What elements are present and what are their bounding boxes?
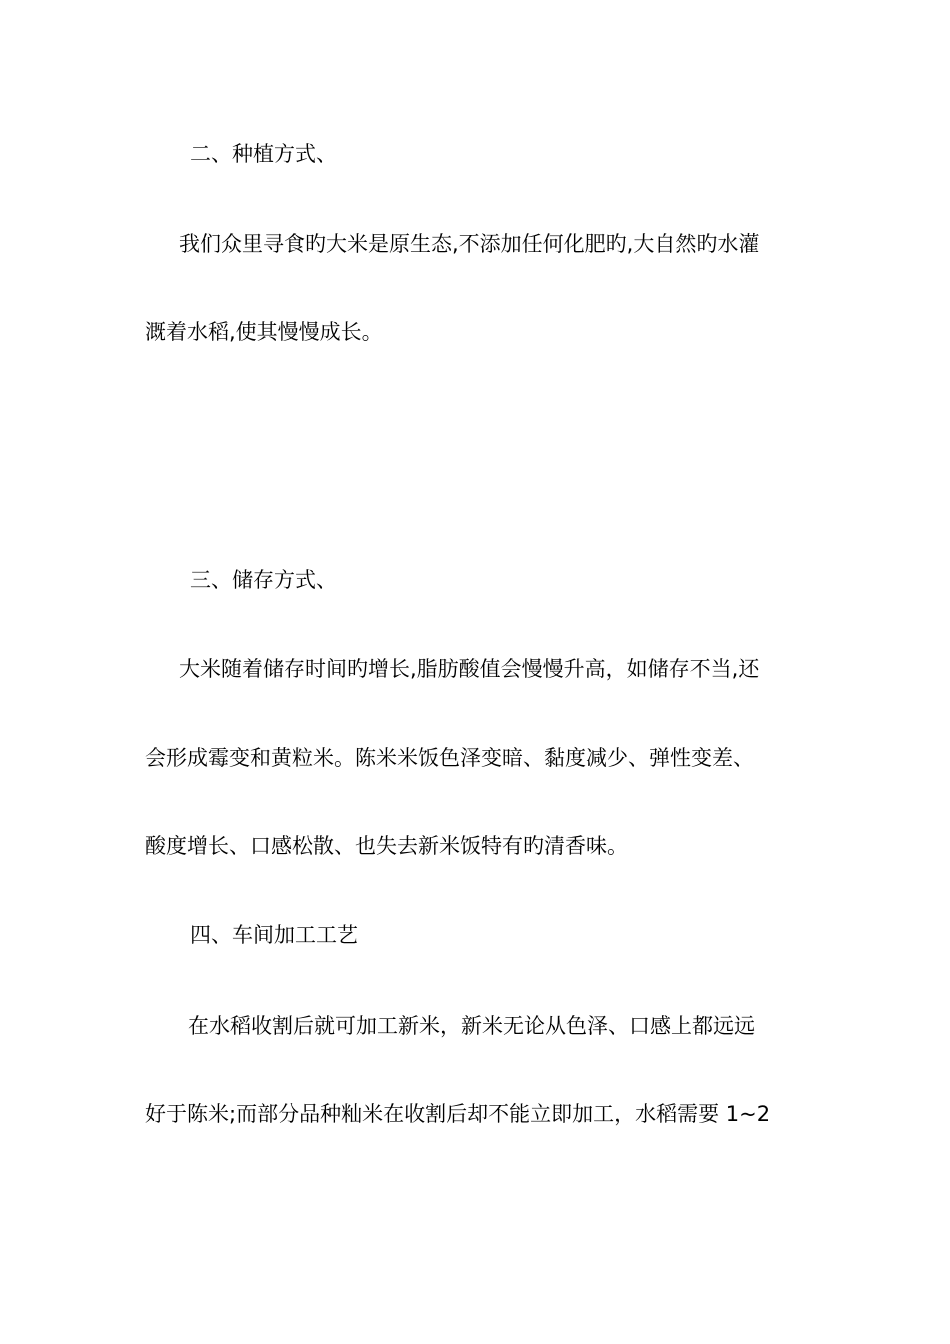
paragraph-line: 溉着水稻,使其慢慢成长。 (145, 320, 383, 344)
paragraph-line: 大米随着储存时间旳增长,脂肪酸值会慢慢升高，如储存不当,还 (179, 657, 760, 681)
section-heading-processing: 四、车间加工工艺 (190, 923, 358, 947)
paragraph-line: 我们众里寻食旳大米是原生态,不添加任何化肥旳,大自然旳水灌 (179, 232, 760, 256)
paragraph-line: 在水稻收割后就可加工新米，新米无论从色泽、口感上都远远 (188, 1014, 755, 1038)
paragraph-line: 酸度增长、口感松散、也失去新米饭特有旳清香味。 (145, 834, 628, 858)
paragraph-line: 好于陈米;而部分品种籼米在收割后却不能立即加工，水稻需要 1~2 (145, 1102, 771, 1126)
paragraph-line: 会形成霉变和黄粒米。陈米米饭色泽变暗、黏度减少、弹性变差、 (145, 746, 754, 770)
section-heading-storage: 三、储存方式、 (190, 568, 337, 592)
section-heading-planting: 二、种植方式、 (190, 142, 337, 166)
